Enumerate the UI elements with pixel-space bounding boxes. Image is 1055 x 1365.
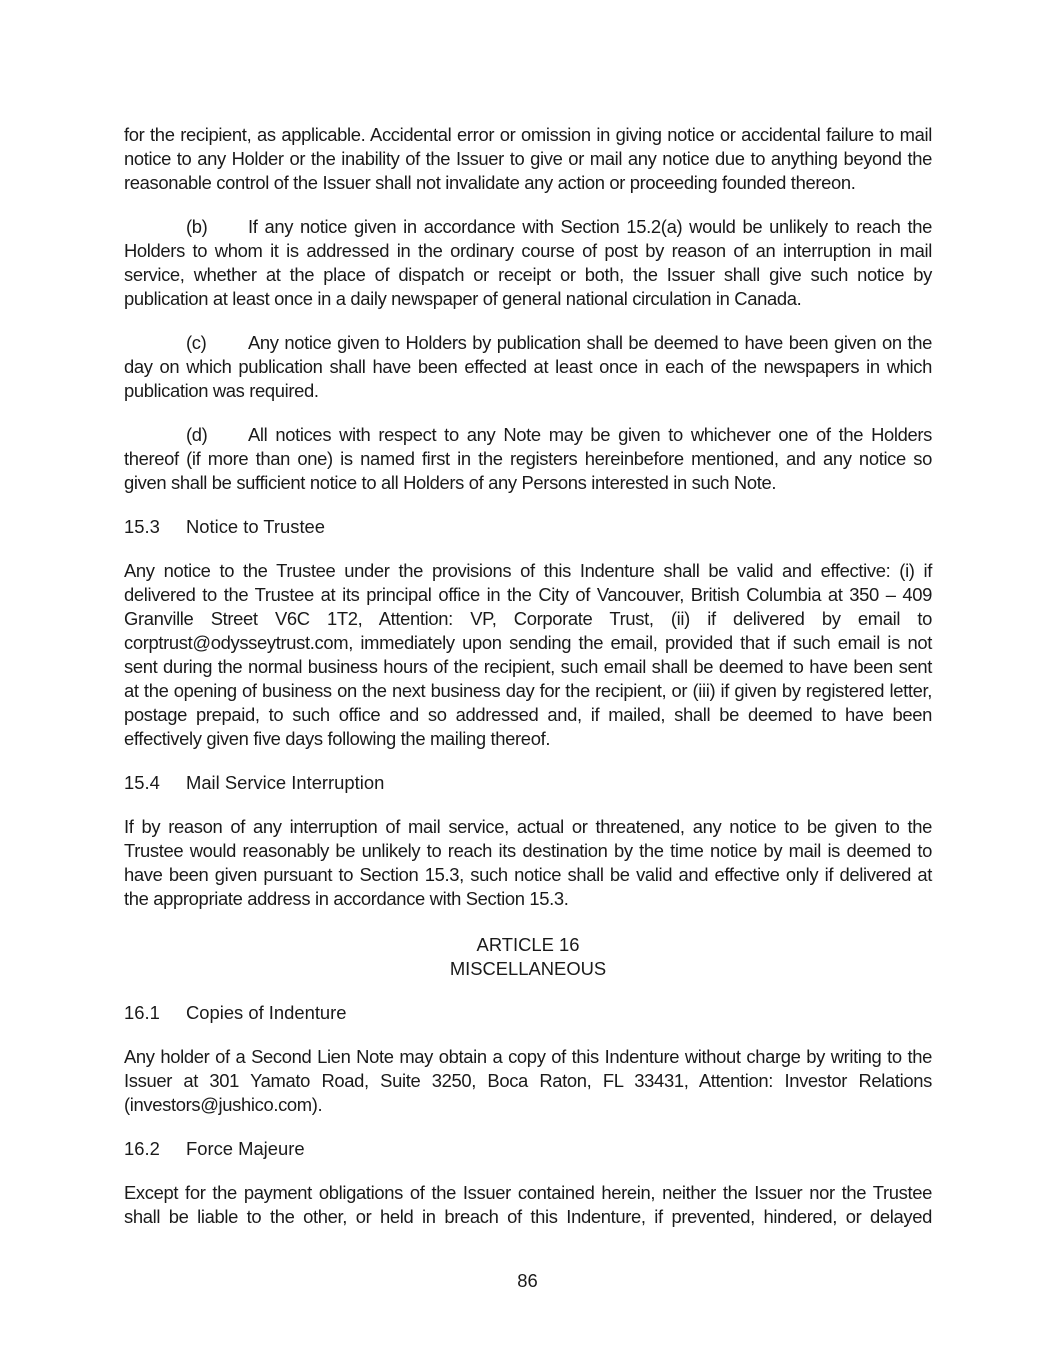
section-15-4-title: Mail Service Interruption (186, 772, 385, 793)
section-15-3-body: Any notice to the Trustee under the provisions of this Indenture shall be valid and effective: (i) if delivered to the Trustee at its principal office in the City of Vancouver, British Columbia at 350 – 409 Granville Street V6C 1T2, Attention: VP, Corporate Trust, (ii) if delivered by email to corptrust@odysseytrust.com, immediately upon sending the email, provided that if such email is not sent during the normal business hours of the recipient, such email shall be deemed to have been sent at the opening of business on the next business day for the recipient, or (iii) if given by registered letter, postage prepaid, to such office and so addressed and, if mailed, shall be deemed to have been effectively given five days following the mailing thereof. (124, 560, 932, 749)
paragraph-b (124, 215, 932, 311)
paragraph-d (124, 423, 932, 495)
section-16-2-heading (124, 1137, 932, 1161)
article-title: MISCELLANEOUS (449, 958, 607, 979)
paragraph-d-label: (d) (186, 424, 208, 445)
paragraph-c (124, 331, 932, 403)
section-16-1-body: Any holder of a Second Lien Note may obtain a copy of this Indenture without charge by writing to the Issuer at 301 Yamato Road, Suite 3250, Boca Raton, FL 33431, Attention: Investor Relations (investors@jushico.com). (124, 1046, 932, 1115)
paragraph-c-text: Any notice given to Holders by publication shall be deemed to have been given on the day on which publication shall have been effected at least once in each of the newspapers in which publication was required. (124, 332, 932, 401)
section-16-2-title: Force Majeure (186, 1138, 305, 1159)
article-number: ARTICLE 16 (476, 934, 580, 955)
section-16-1-title: Copies of Indenture (186, 1002, 347, 1023)
article-heading (124, 933, 932, 981)
section-15-4-body: If by reason of any interruption of mail service, actual or threatened, any notice to be given to the Trustee would reasonably be unlikely to reach its destination by the time notice by mail is deemed to have been given pursuant to Section 15.3, such notice shall be valid and effective only if delivered at the appropriate address in accordance with Section 15.3. (124, 816, 932, 909)
paragraph-d-text: All notices with respect to any Note may be given to whichever one of the Holders thereof (if more than one) is named first in the registers hereinbefore mentioned, and any notice so given shall be sufficient notice to all Holders of any Persons interested in such Note. (124, 424, 932, 493)
section-15-3-heading (124, 515, 932, 539)
intro-paragraph: for the recipient, as applicable. Accidental error or omission in giving notice or accidental failure to mail notice to any Holder or the inability of the Issuer to give or mail any notice due to anything beyond the reasonable control of the Issuer shall not invalidate any action or proceeding founded thereon. (124, 124, 932, 193)
section-15-3-title: Notice to Trustee (186, 516, 326, 537)
paragraph-b-text: If any notice given in accordance with Section 15.2(a) would be unlikely to reach the Holders to whom it is addressed in the ordinary course of post by reason of an interruption in mail service, whether at the place of dispatch or receipt or both, the Issuer shall give such notice by publication at least once in a daily newspaper of general national circulation in Canada. (124, 216, 932, 309)
section-16-1-number: 16.1 (124, 1002, 160, 1023)
section-16-2-number: 16.2 (124, 1138, 160, 1159)
section-16-2-body: Except for the payment obligations of the Issuer contained herein, neither the Issuer nor the Trustee shall be liable to the other, or held in breach of this Indenture, if prevented, hindered, or delayed (124, 1182, 932, 1227)
page-number: 86 (517, 1270, 538, 1291)
paragraph-b-label: (b) (186, 216, 208, 237)
section-15-4-number: 15.4 (124, 772, 160, 793)
section-15-3-number: 15.3 (124, 516, 160, 537)
paragraph-c-label: (c) (186, 332, 207, 353)
document-page (124, 123, 932, 1249)
section-15-4-heading (124, 771, 932, 795)
section-16-1-heading (124, 1001, 932, 1025)
